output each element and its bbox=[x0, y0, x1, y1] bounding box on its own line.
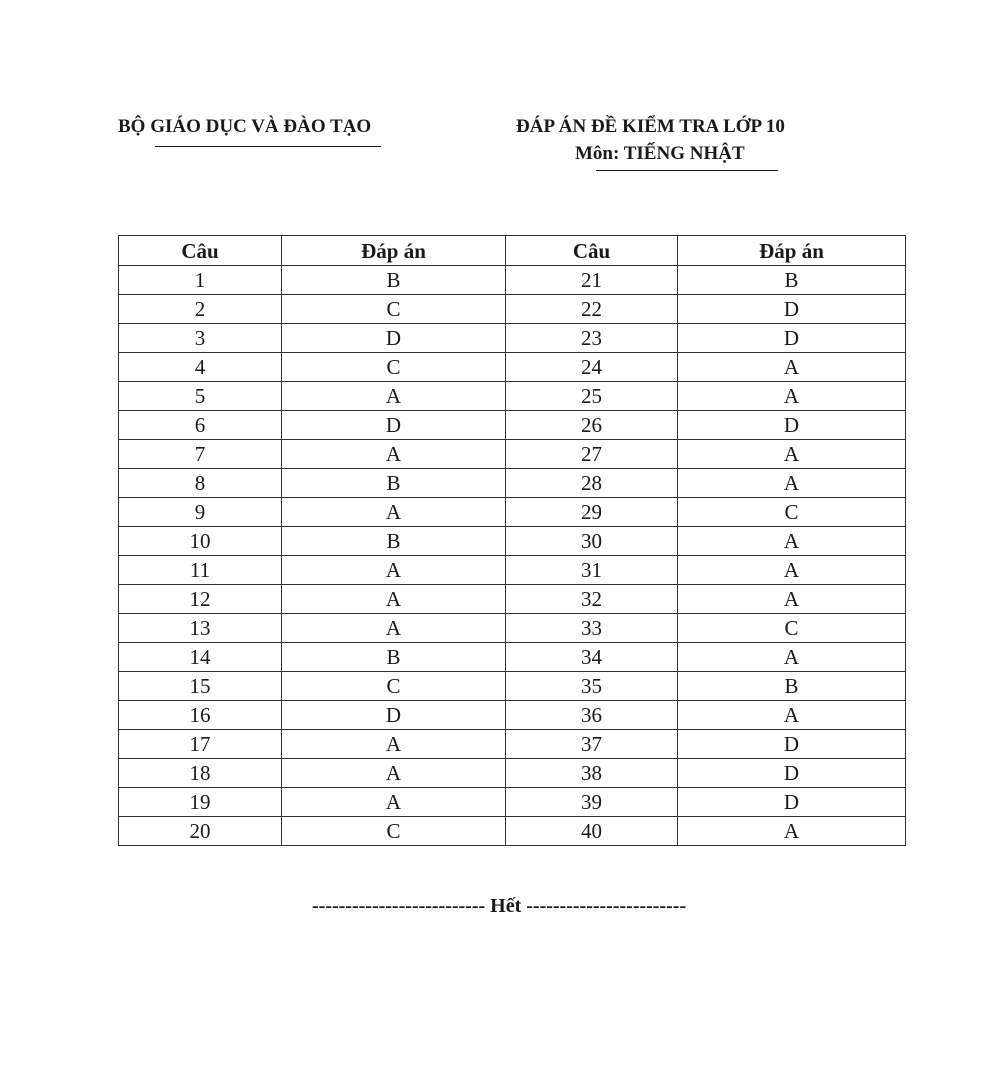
question-number: 25 bbox=[506, 382, 678, 411]
table-row bbox=[119, 614, 906, 643]
answer-letter: B bbox=[282, 643, 506, 672]
question-number: 13 bbox=[119, 614, 282, 643]
header-answer-right: Đáp án bbox=[678, 236, 906, 266]
table-row bbox=[119, 788, 906, 817]
question-number: 27 bbox=[506, 440, 678, 469]
answer-letter: D bbox=[282, 324, 506, 353]
answer-letter: D bbox=[282, 701, 506, 730]
table-row bbox=[119, 266, 906, 295]
table-row bbox=[119, 440, 906, 469]
question-number: 29 bbox=[506, 498, 678, 527]
question-number: 26 bbox=[506, 411, 678, 440]
question-number: 23 bbox=[506, 324, 678, 353]
answer-letter: B bbox=[282, 469, 506, 498]
question-number: 37 bbox=[506, 730, 678, 759]
question-number: 17 bbox=[119, 730, 282, 759]
question-number: 16 bbox=[119, 701, 282, 730]
answer-letter: A bbox=[678, 556, 906, 585]
question-number: 22 bbox=[506, 295, 678, 324]
question-number: 9 bbox=[119, 498, 282, 527]
header-question-left: Câu bbox=[119, 236, 282, 266]
question-number: 4 bbox=[119, 353, 282, 382]
answer-letter: B bbox=[678, 266, 906, 295]
answer-letter: D bbox=[282, 411, 506, 440]
answer-letter: A bbox=[282, 556, 506, 585]
question-number: 8 bbox=[119, 469, 282, 498]
table-row bbox=[119, 730, 906, 759]
question-number: 21 bbox=[506, 266, 678, 295]
table-row bbox=[119, 556, 906, 585]
header-answer-left: Đáp án bbox=[282, 236, 506, 266]
header-question-right: Câu bbox=[506, 236, 678, 266]
answer-letter: D bbox=[678, 324, 906, 353]
question-number: 24 bbox=[506, 353, 678, 382]
question-number: 30 bbox=[506, 527, 678, 556]
answer-table-body bbox=[119, 266, 906, 846]
answer-letter: A bbox=[282, 498, 506, 527]
question-number: 31 bbox=[506, 556, 678, 585]
table-row bbox=[119, 527, 906, 556]
answer-letter: A bbox=[282, 730, 506, 759]
answer-letter: A bbox=[678, 527, 906, 556]
question-number: 36 bbox=[506, 701, 678, 730]
table-row bbox=[119, 469, 906, 498]
question-number: 32 bbox=[506, 585, 678, 614]
question-number: 15 bbox=[119, 672, 282, 701]
answer-letter: A bbox=[678, 469, 906, 498]
answer-letter: D bbox=[678, 295, 906, 324]
question-number: 3 bbox=[119, 324, 282, 353]
table-row bbox=[119, 759, 906, 788]
question-number: 1 bbox=[119, 266, 282, 295]
question-number: 7 bbox=[119, 440, 282, 469]
answer-letter: A bbox=[678, 440, 906, 469]
question-number: 19 bbox=[119, 788, 282, 817]
question-number: 38 bbox=[506, 759, 678, 788]
answer-letter: C bbox=[282, 817, 506, 846]
question-number: 40 bbox=[506, 817, 678, 846]
ministry-underline bbox=[155, 146, 381, 147]
answer-letter: D bbox=[678, 788, 906, 817]
answer-letter: A bbox=[678, 353, 906, 382]
answer-letter: C bbox=[282, 353, 506, 382]
table-row bbox=[119, 411, 906, 440]
document-title: ĐÁP ÁN ĐỀ KIỂM TRA LỚP 10 bbox=[516, 116, 785, 137]
question-number: 12 bbox=[119, 585, 282, 614]
question-number: 20 bbox=[119, 817, 282, 846]
subject-underline bbox=[596, 170, 778, 171]
answer-letter: D bbox=[678, 411, 906, 440]
answer-letter: C bbox=[282, 295, 506, 324]
end-marker: -------------------------- Hết ------------------------ bbox=[312, 895, 687, 917]
answer-table bbox=[118, 235, 906, 846]
answer-letter: A bbox=[282, 614, 506, 643]
answer-letter: A bbox=[282, 788, 506, 817]
answer-letter: C bbox=[678, 614, 906, 643]
answer-letter: A bbox=[678, 382, 906, 411]
table-row bbox=[119, 498, 906, 527]
table-row bbox=[119, 585, 906, 614]
question-number: 18 bbox=[119, 759, 282, 788]
question-number: 28 bbox=[506, 469, 678, 498]
question-number: 5 bbox=[119, 382, 282, 411]
question-number: 2 bbox=[119, 295, 282, 324]
answer-letter: A bbox=[282, 382, 506, 411]
answer-letter: D bbox=[678, 730, 906, 759]
question-number: 39 bbox=[506, 788, 678, 817]
table-row bbox=[119, 817, 906, 846]
answer-letter: B bbox=[282, 527, 506, 556]
subject-label: Môn: TIẾNG NHẬT bbox=[575, 143, 745, 164]
table-row bbox=[119, 353, 906, 382]
answer-letter: C bbox=[282, 672, 506, 701]
question-number: 6 bbox=[119, 411, 282, 440]
ministry-name: BỘ GIÁO DỤC VÀ ĐÀO TẠO bbox=[118, 116, 372, 137]
answer-letter: A bbox=[282, 759, 506, 788]
answer-letter: C bbox=[678, 498, 906, 527]
answer-letter: A bbox=[678, 817, 906, 846]
table-row bbox=[119, 701, 906, 730]
answer-letter: A bbox=[282, 440, 506, 469]
table-header-row bbox=[119, 236, 906, 266]
answer-letter: A bbox=[282, 585, 506, 614]
answer-letter: A bbox=[678, 585, 906, 614]
table-row bbox=[119, 382, 906, 411]
table-row bbox=[119, 324, 906, 353]
answer-letter: B bbox=[282, 266, 506, 295]
table-row bbox=[119, 672, 906, 701]
question-number: 33 bbox=[506, 614, 678, 643]
question-number: 14 bbox=[119, 643, 282, 672]
answer-letter: D bbox=[678, 759, 906, 788]
table-row bbox=[119, 295, 906, 324]
answer-letter: B bbox=[678, 672, 906, 701]
question-number: 35 bbox=[506, 672, 678, 701]
question-number: 34 bbox=[506, 643, 678, 672]
question-number: 11 bbox=[119, 556, 282, 585]
answer-letter: A bbox=[678, 701, 906, 730]
table-row bbox=[119, 643, 906, 672]
answer-letter: A bbox=[678, 643, 906, 672]
question-number: 10 bbox=[119, 527, 282, 556]
